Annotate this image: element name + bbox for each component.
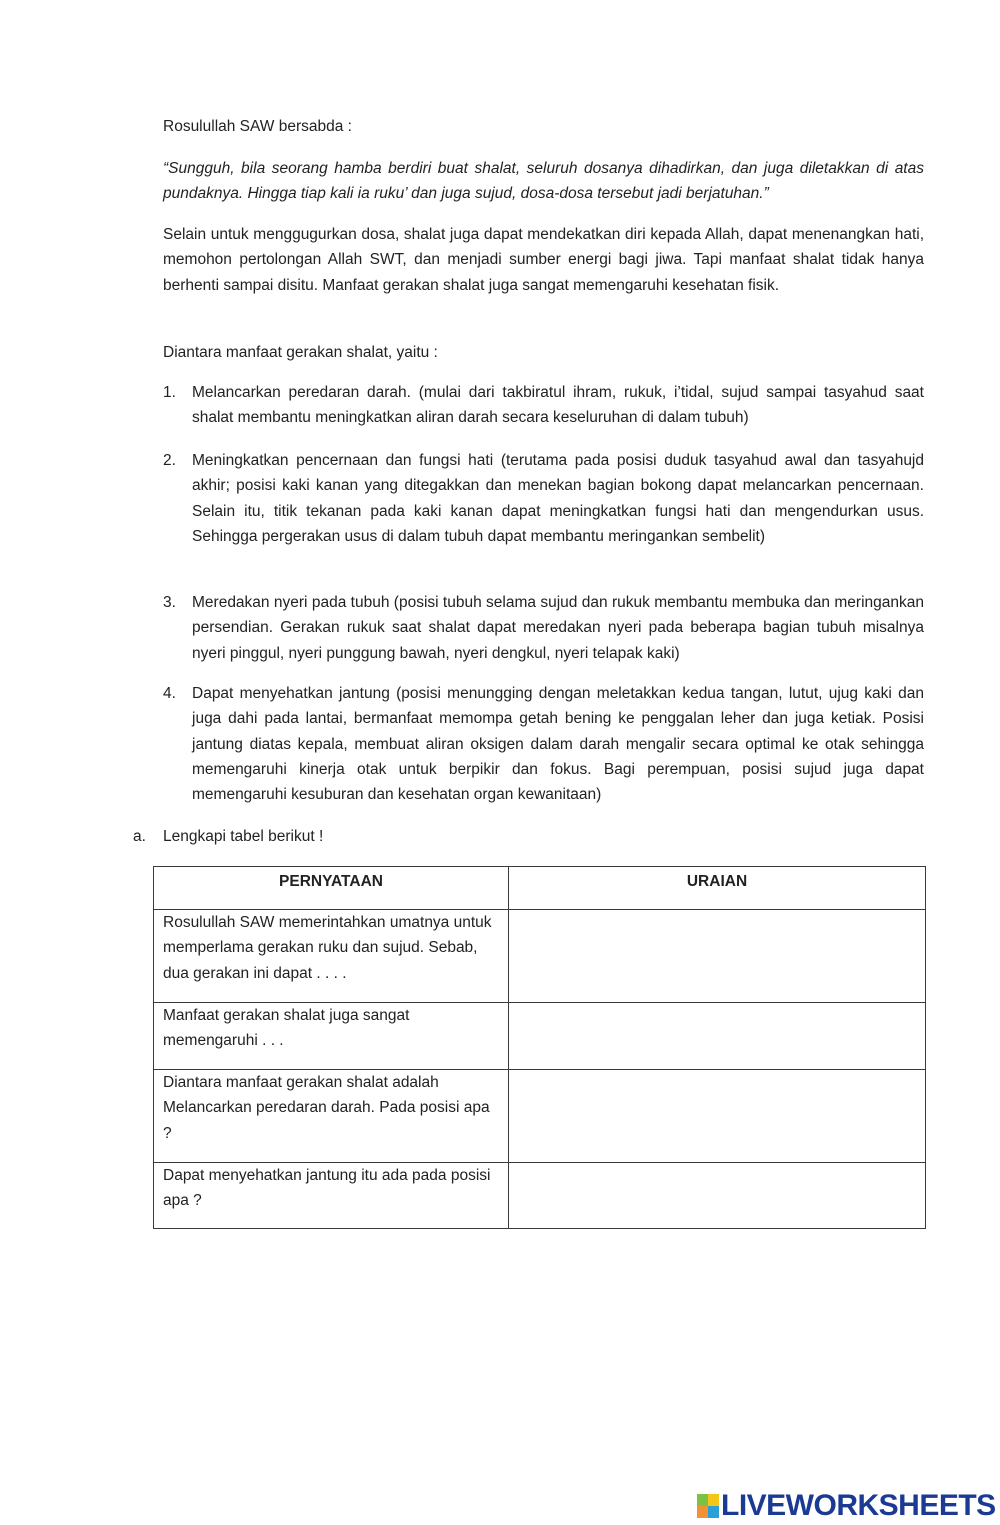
benefit-text: Meredakan nyeri pada tubuh (posisi tubuh selama sujud dan rukuk membantu membuka dan meringankan persendian. Gerakan rukuk saat shalat dapat meredakan nyeri pada beberapa bagian tubuh misalnya nyeri pinggul, nyeri punggung bawah, nyeri dengkul, nyeri telapak kaki) bbox=[192, 594, 924, 662]
header-statement: PERNYATAAN bbox=[154, 867, 509, 910]
benefit-item bbox=[163, 681, 924, 807]
benefit-number: 2. bbox=[163, 452, 176, 469]
table-row bbox=[154, 1003, 926, 1070]
benefit-number: 1. bbox=[163, 384, 176, 401]
answer-input-cell[interactable] bbox=[509, 1070, 926, 1163]
benefit-text: Dapat menyehatkan jantung (posisi menungging dengan meletakkan kedua tangan, lutut, ujug kaki dan juga dahi pada lantai, bermanfaat memompa getah bening ke penggalan leher dan juga ketiak. Posisi jantung diatas kepala, membuat aliran oksigen dalam darah mengalir secara optimal ke otak sehingga memengaruhi kinerja otak untuk berpikir dan fokus. Bagi perempuan, posisi sujud juga dapat memengaruhi kesuburan dan kesehatan organ kewanitaan) bbox=[192, 685, 924, 804]
explanation-paragraph: Selain untuk menggugurkan dosa, shalat juga dapat mendekatkan diri kepada Allah, dapat menenangkan hati, memohon pertolongan Allah SWT, dan menjadi sumber energi bagi jiwa. Tapi manfaat shalat tidak hanya berhenti sampai disitu. Manfaat gerakan shalat juga sangat memengaruhi kesehatan fisik. bbox=[163, 226, 924, 294]
benefit-number: 4. bbox=[163, 685, 176, 702]
benefit-item bbox=[163, 380, 924, 431]
statement-cell: Manfaat gerakan shalat juga sangat memengaruhi . . . bbox=[154, 1003, 509, 1070]
statement-cell: Rosulullah SAW memerintahkan umatnya untuk memperlama gerakan ruku dan sujud. Sebab, dua gerakan ini dapat . . . . bbox=[154, 910, 509, 1003]
benefit-text: Melancarkan peredaran darah. (mulai dari takbiratul ihram, rukuk, i’tidal, sujud sampai tasyahud saat shalat membantu meningkatkan aliran darah secara keseluruhan di dalam tubuh) bbox=[192, 384, 924, 427]
liveworksheets-logo-icon bbox=[697, 1494, 719, 1518]
header-answer: URAIAN bbox=[509, 867, 926, 910]
benefit-item bbox=[163, 448, 924, 549]
benefit-number: 3. bbox=[163, 594, 176, 611]
benefit-text: Meningkatkan pencernaan dan fungsi hati (terutama pada posisi duduk tasyahud awal dan tasyahujd akhir; posisi kaki kanan yang ditegakkan dan menekan bagian bokong dapat melancarkan pencernaan. Selain itu, titik tekanan pada kaki kanan dapat meningkatkan fungsi hati dan mengendurkan usus. Sehingga pergerakan usus di dalam tubuh dapat membantu meringankan sembelit) bbox=[192, 452, 924, 545]
instruction-text: Lengkapi tabel berikut ! bbox=[163, 828, 324, 845]
table-row bbox=[154, 1163, 926, 1229]
statement-cell: Dapat menyehatkan jantung itu ada pada posisi apa ? bbox=[154, 1163, 509, 1229]
benefit-item bbox=[163, 590, 924, 666]
logo-wordmark: LIVEWORKSHEETS bbox=[721, 1489, 996, 1522]
answer-input-cell[interactable] bbox=[509, 1163, 926, 1229]
liveworksheets-logo[interactable] bbox=[697, 1489, 996, 1522]
table-instruction bbox=[133, 824, 923, 849]
hadith-quote: “Sungguh, bila seorang hamba berdiri buat shalat, seluruh dosanya dihadirkan, dan juga diletakkan di atas pundaknya. Hingga tiap kali ia ruku’ dan juga sujud, dosa-dosa tersebut jadi berjatuhan.” bbox=[163, 160, 924, 203]
table-header-row bbox=[154, 867, 926, 910]
answer-table bbox=[153, 866, 926, 1229]
table-row bbox=[154, 1070, 926, 1163]
benefits-lead-in: Diantara manfaat gerakan shalat, yaitu : bbox=[163, 344, 438, 361]
answer-input-cell[interactable] bbox=[509, 1003, 926, 1070]
instruction-marker: a. bbox=[133, 828, 146, 845]
table-row bbox=[154, 910, 926, 1003]
answer-input-cell[interactable] bbox=[509, 910, 926, 1003]
hadith-intro: Rosulullah SAW bersabda : bbox=[163, 118, 352, 135]
statement-cell: Diantara manfaat gerakan shalat adalah Melancarkan peredaran darah. Pada posisi apa ? bbox=[154, 1070, 509, 1163]
